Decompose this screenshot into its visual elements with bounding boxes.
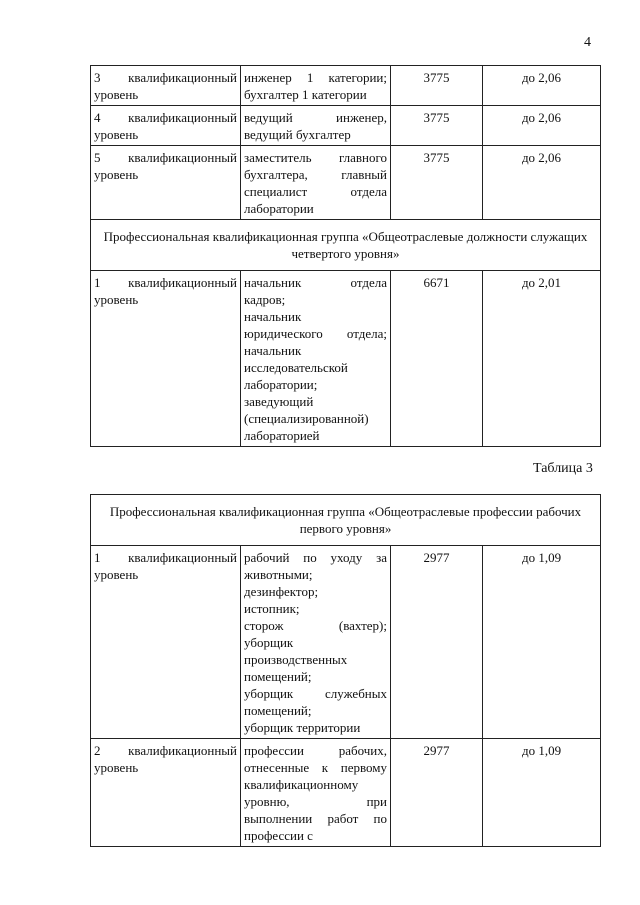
group-title: Профессиональная квалификационная группа «Общеотраслевые должности служащих четвертого уровня» bbox=[91, 220, 601, 271]
position-line: профессии рабочих, bbox=[244, 743, 387, 758]
position-line: бухгалтера, главный bbox=[244, 167, 387, 182]
positions-cell bbox=[241, 146, 391, 220]
position-line: начальник отдела bbox=[244, 275, 387, 290]
group-title: Профессиональная квалификационная группа «Общеотраслевые профессии рабочих первого уровня» bbox=[91, 495, 601, 546]
base-salary: 2977 bbox=[391, 739, 483, 847]
position-line: ведущий бухгалтер bbox=[244, 127, 351, 142]
coefficient: до 2,06 bbox=[483, 66, 601, 106]
position-line: бухгалтер 1 категории bbox=[244, 87, 367, 102]
table-row bbox=[91, 106, 601, 146]
coefficient: до 2,06 bbox=[483, 146, 601, 220]
position-line: лабораторией bbox=[244, 428, 320, 443]
position-line: квалификационному bbox=[244, 777, 359, 792]
page-number: 4 bbox=[584, 35, 591, 50]
group-header-row bbox=[91, 220, 601, 271]
coefficient: до 1,09 bbox=[483, 546, 601, 739]
base-salary: 2977 bbox=[391, 546, 483, 739]
coefficient: до 2,01 bbox=[483, 271, 601, 447]
position-line: лаборатории; bbox=[244, 377, 318, 392]
table-row bbox=[91, 66, 601, 106]
base-salary: 6671 bbox=[391, 271, 483, 447]
qualification-level: 4 квалификационный уровень bbox=[91, 106, 241, 146]
positions-cell bbox=[241, 66, 391, 106]
position-line: ведущий инженер, bbox=[244, 110, 387, 125]
group-header-row bbox=[91, 495, 601, 546]
qualification-level: 2 квалификационный уровень bbox=[91, 739, 241, 847]
position-line: (специализированной) bbox=[244, 411, 369, 426]
qualification-level: 1 квалификационный уровень bbox=[91, 546, 241, 739]
qualification-level: 1 квалификационный уровень bbox=[91, 271, 241, 447]
table2-body bbox=[91, 546, 601, 847]
position-line: начальник bbox=[244, 343, 302, 358]
positions-cell bbox=[241, 106, 391, 146]
position-line: выполнении работ по bbox=[244, 811, 387, 826]
table-caption: Таблица 3 bbox=[533, 461, 593, 476]
qualification-level: 3 квалификационный уровень bbox=[91, 66, 241, 106]
coefficient: до 2,06 bbox=[483, 106, 601, 146]
position-line: инженер 1 категории; bbox=[244, 70, 387, 85]
position-line: дезинфектор; bbox=[244, 584, 319, 599]
base-salary: 3775 bbox=[391, 106, 483, 146]
position-line: специалист отдела bbox=[244, 184, 387, 199]
coefficient: до 1,09 bbox=[483, 739, 601, 847]
table1-body-b bbox=[91, 271, 601, 447]
positions-cell bbox=[241, 546, 391, 739]
position-line: истопник; bbox=[244, 601, 300, 616]
position-line: начальник bbox=[244, 309, 302, 324]
table-row bbox=[91, 546, 601, 739]
position-line: заведующий bbox=[244, 394, 314, 409]
qualification-level: 5 квалификационный уровень bbox=[91, 146, 241, 220]
position-line: уровню, при bbox=[244, 794, 387, 809]
position-line: заместитель главного bbox=[244, 150, 387, 165]
table1-body-a bbox=[91, 66, 601, 220]
position-line: профессии с bbox=[244, 828, 313, 843]
position-line: помещений; bbox=[244, 703, 312, 718]
position-line: уборщик bbox=[244, 635, 294, 650]
salary-table-continued bbox=[90, 65, 601, 447]
salary-table-3 bbox=[90, 494, 601, 847]
base-salary: 3775 bbox=[391, 146, 483, 220]
position-line: кадров; bbox=[244, 292, 286, 307]
position-line: лаборатории bbox=[244, 201, 314, 216]
table-row bbox=[91, 271, 601, 447]
table-row bbox=[91, 739, 601, 847]
positions-cell bbox=[241, 739, 391, 847]
position-line: помещений; bbox=[244, 669, 312, 684]
table-row bbox=[91, 146, 601, 220]
positions-cell bbox=[241, 271, 391, 447]
base-salary: 3775 bbox=[391, 66, 483, 106]
position-line: юридического отдела; bbox=[244, 326, 387, 341]
position-line: уборщик служебных bbox=[244, 686, 387, 701]
position-line: производственных bbox=[244, 652, 348, 667]
position-line: уборщик территории bbox=[244, 720, 361, 735]
position-line: сторож (вахтер); bbox=[244, 618, 387, 633]
position-line: отнесенные к первому bbox=[244, 760, 387, 775]
position-line: рабочий по уходу за bbox=[244, 550, 387, 565]
position-line: исследовательской bbox=[244, 360, 348, 375]
position-line: животными; bbox=[244, 567, 313, 582]
